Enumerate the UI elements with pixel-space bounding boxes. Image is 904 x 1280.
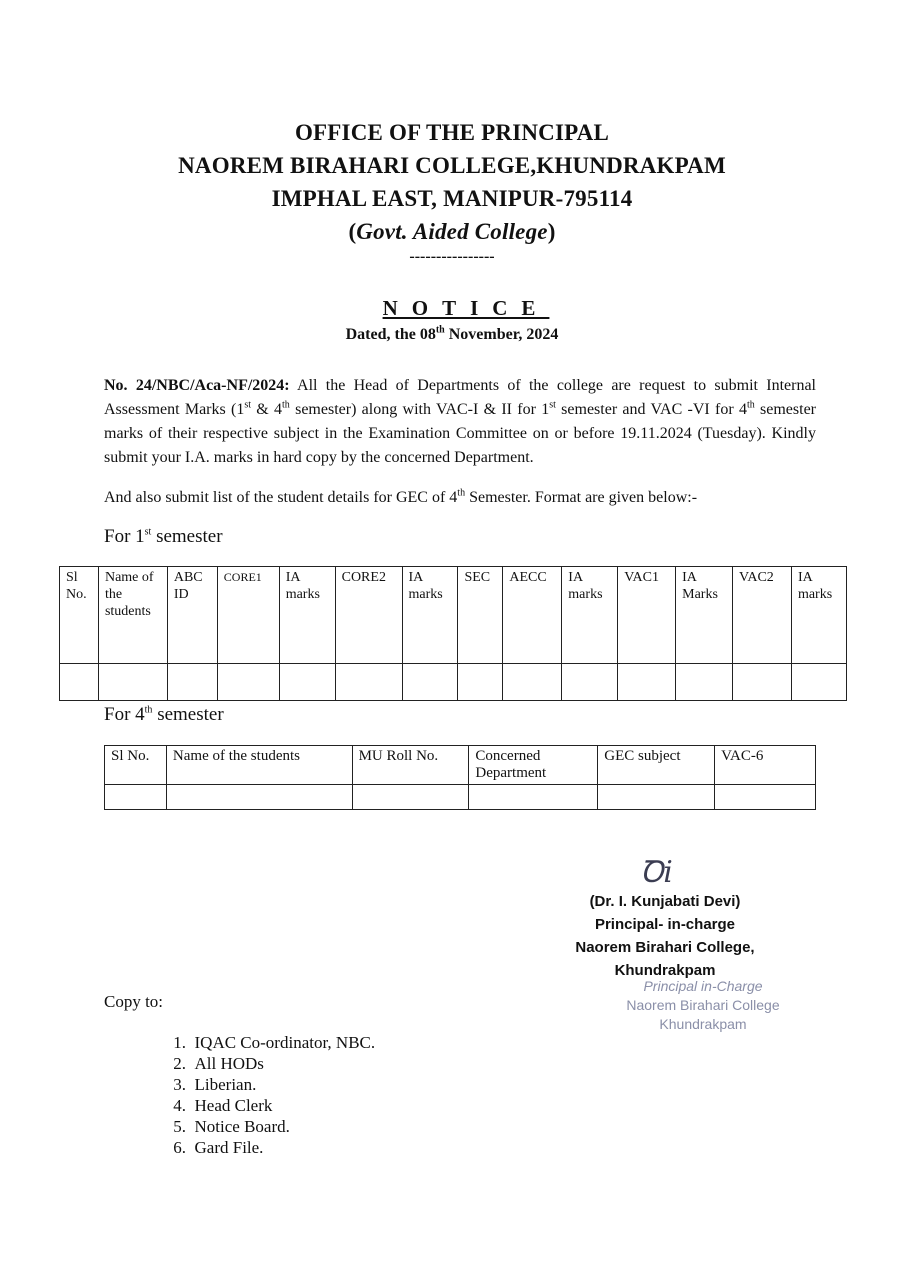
sem1-header-row [60, 567, 847, 664]
college-address: IMPHAL EAST, MANIPUR-795114 [271, 186, 633, 211]
list-item: 3. Liberian. [173, 1075, 257, 1094]
table-cell [733, 664, 792, 701]
table-header-cell: AECC [503, 567, 562, 664]
table-cell [105, 785, 167, 810]
sem4-format-table [104, 745, 816, 810]
table-row [60, 664, 847, 701]
table-header-cell: Name of the students [166, 746, 352, 785]
copy-to-label: Copy to: [104, 992, 164, 1011]
table-header-cell: VAC2 [733, 567, 792, 664]
table-cell [98, 664, 167, 701]
table-header-cell: CORE1 [217, 567, 279, 664]
list-item: 5. Notice Board. [173, 1117, 290, 1136]
table-header-cell: MU Roll No. [352, 746, 469, 785]
signatory-title: Principal- in-charge [594, 916, 736, 933]
table-header-cell: VAC-6 [715, 746, 816, 785]
table-header-cell: Concerned Department [469, 746, 598, 785]
table-header-cell: GEC subject [598, 746, 715, 785]
copy-to-list [140, 1032, 375, 1158]
table-header-cell: IA marks [279, 567, 335, 664]
sem1-label: For 1st semester [104, 526, 223, 547]
table-cell [335, 664, 402, 701]
signatory-name: (Dr. I. Kunjabati Devi) [589, 893, 741, 910]
table-header-cell: VAC1 [618, 567, 676, 664]
table-header-cell: ABC ID [167, 567, 217, 664]
official-stamp [598, 977, 808, 1034]
office-heading: OFFICE OF THE PRINCIPAL [294, 120, 610, 145]
table-cell [503, 664, 562, 701]
signature-block [560, 890, 770, 982]
table-cell [791, 664, 846, 701]
table-header-cell: IA marks [402, 567, 458, 664]
table-cell [167, 664, 217, 701]
notice-title: NOTICE [382, 296, 550, 320]
list-item: 6. Gard File. [173, 1138, 264, 1157]
college-status-italic: Govt. Aided College [356, 219, 548, 244]
notice-body: No. 24/NBC/Aca-NF/2024: All the Head of Departments of the college are request to submit Internal Assessment Marks (1st & 4th semester) along with VAC-I & II for 1st semester and VAC -VI for 4th semester marks of their respective subject in the Examination Committee on or before 19.11.2024 (Tuesday). Kindly submit your I.A. marks in hard copy by the concerned Department. [104, 377, 817, 466]
table-header-cell: IA marks [791, 567, 846, 664]
signatory-place: Khundrakpam [614, 962, 716, 979]
table-header-cell: CORE2 [335, 567, 402, 664]
stamp-line-1: Principal in-Charge [643, 978, 763, 994]
college-status: (Govt. Aided College) [348, 219, 556, 244]
table-header-cell: Sl No. [105, 746, 167, 785]
list-item: 4. Head Clerk [173, 1096, 273, 1115]
table-cell [676, 664, 733, 701]
signature-scribble: Ꝺi [640, 855, 673, 890]
table-cell [217, 664, 279, 701]
table-header-cell: Sl No. [60, 567, 99, 664]
table-cell [598, 785, 715, 810]
sem1-format-table [59, 566, 847, 701]
sem4-label: For 4th semester [104, 704, 224, 725]
table-cell [618, 664, 676, 701]
table-cell [562, 664, 618, 701]
table-header-cell: SEC [458, 567, 503, 664]
table-cell [166, 785, 352, 810]
stamp-line-3: Khundrakpam [659, 1016, 747, 1032]
table-header-cell: Name of the students [98, 567, 167, 664]
table-header-cell: IA marks [562, 567, 618, 664]
notice-date: Dated, the 08th November, 2024 [345, 324, 559, 343]
header-divider: ---------------- [409, 248, 495, 265]
table-cell [715, 785, 816, 810]
table-row [105, 785, 816, 810]
college-name: NAOREM BIRAHARI COLLEGE,KHUNDRAKPAM [178, 153, 726, 178]
table-cell [60, 664, 99, 701]
table-cell [402, 664, 458, 701]
stamp-line-2: Naorem Birahari College [626, 997, 780, 1013]
sem4-header-row [105, 746, 816, 785]
notice-body-second: And also submit list of the student details for GEC of 4th Semester. Format are given below:- [104, 487, 698, 506]
table-cell [458, 664, 503, 701]
table-header-cell: IA Marks [676, 567, 733, 664]
table-cell [352, 785, 469, 810]
table-cell [279, 664, 335, 701]
list-item: 2. All HODs [173, 1054, 264, 1073]
table-cell [469, 785, 598, 810]
signatory-college: Naorem Birahari College, [575, 939, 755, 956]
reference-number: No. 24/NBC/Aca-NF/2024: [104, 377, 290, 394]
list-item: 1. IQAC Co-ordinator, NBC. [173, 1033, 376, 1052]
